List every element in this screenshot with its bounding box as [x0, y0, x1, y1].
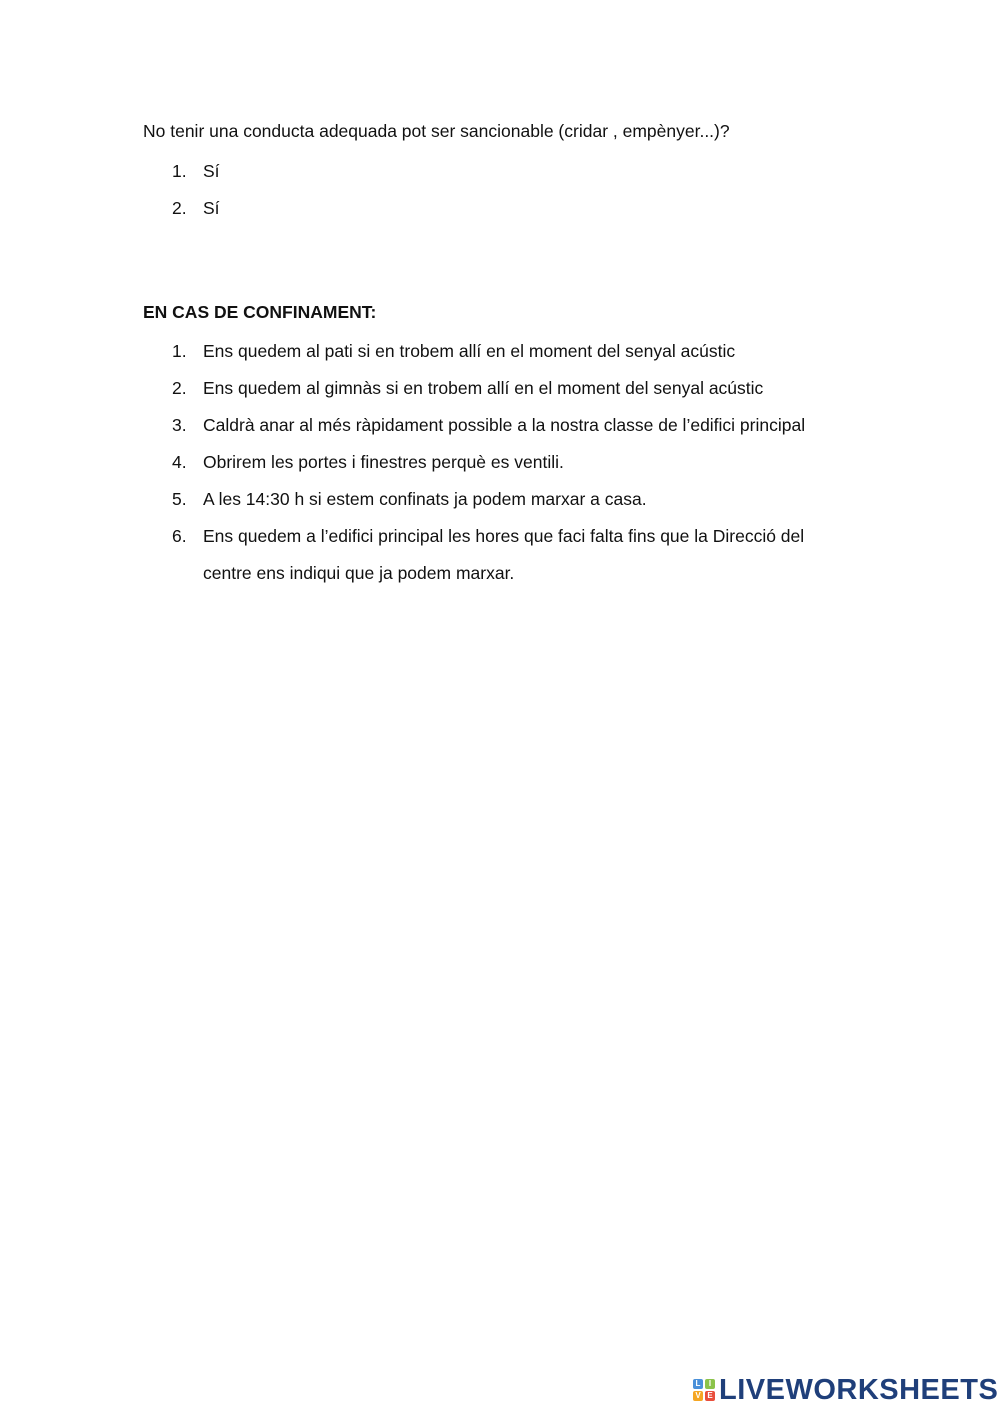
answer-list — [0, 153, 853, 227]
item-number: 6. — [172, 526, 187, 546]
answer-option[interactable] — [0, 190, 853, 227]
logo-text: LIVEWORKSHEETS — [719, 1373, 999, 1406]
list-item — [0, 518, 853, 592]
item-number: 4. — [172, 452, 187, 472]
item-number: 3. — [172, 415, 187, 435]
list-item — [0, 407, 853, 444]
item-text: Obrirem les portes i finestres perquè es ventili. — [203, 452, 564, 472]
item-number: 1. — [172, 341, 187, 361]
item-text: Ens quedem al gimnàs si en trobem allí en el moment del senyal acústic — [203, 378, 764, 398]
logo-mark-tile: E — [705, 1391, 715, 1401]
liveworksheets-logo — [693, 1374, 998, 1406]
answer-number: 2. — [172, 198, 187, 218]
list-item — [0, 481, 853, 518]
answer-label: Sí — [203, 198, 220, 218]
item-number: 2. — [172, 378, 187, 398]
section-heading: EN CAS DE CONFINAMENT: — [143, 302, 377, 322]
answer-label: Sí — [203, 161, 220, 181]
logo-mark-icon — [693, 1379, 715, 1401]
list-item — [0, 370, 853, 407]
logo-mark-tile: L — [693, 1379, 703, 1389]
list-item — [0, 333, 853, 370]
item-text: A les 14:30 h si estem confinats ja podem marxar a casa. — [203, 489, 647, 509]
question-text: No tenir una conducta adequada pot ser sancionable (cridar , empènyer...)? — [143, 121, 730, 141]
logo-mark-tile: V — [693, 1391, 703, 1401]
answer-number: 1. — [172, 161, 187, 181]
confinement-list — [0, 333, 853, 592]
logo-mark-tile: I — [705, 1379, 715, 1389]
item-text: Ens quedem a l’edifici principal les hores que faci falta fins que la Direcció del centre ens indiqui que ja podem marxar. — [203, 526, 805, 583]
item-text: Caldrà anar al més ràpidament possible a la nostra classe de l’edifici principal — [203, 415, 806, 435]
list-item — [0, 444, 853, 481]
item-number: 5. — [172, 489, 187, 509]
item-text: Ens quedem al pati si en trobem allí en el moment del senyal acústic — [203, 341, 736, 361]
answer-option[interactable] — [0, 153, 853, 190]
